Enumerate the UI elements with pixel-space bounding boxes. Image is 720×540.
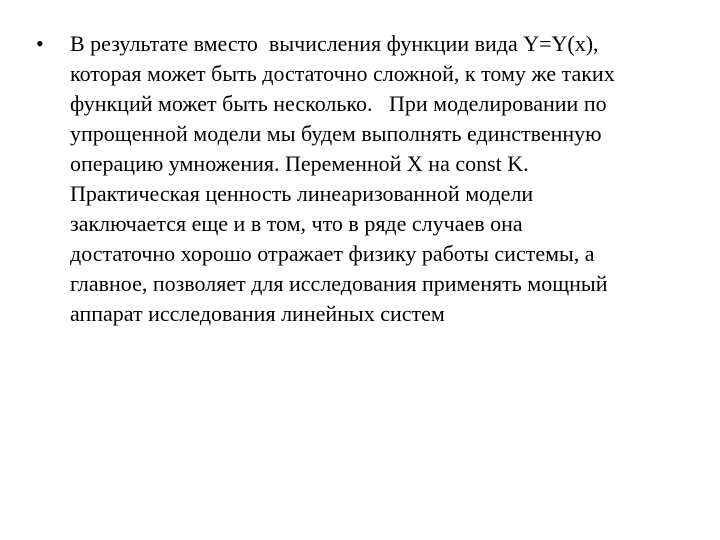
- bullet-item: [36, 29, 696, 329]
- bullet-text: В результате вместо вычисления функции вида Y=Y(x), которая может быть достаточно сложной, к тому же таких функций может быть несколько. При моделировании по упрощенной модели мы будем выполнять единственную операцию умножения. Переменной X на const K. Практическая ценность линеаризованной модели заключается еще и в том, что в ряде случаев она достаточно хорошо отражает физику работы системы, а главное, позволяет для исследования применять мощный аппарат исследования линейных систем: [70, 31, 615, 326]
- bullet-marker: •: [36, 31, 44, 56]
